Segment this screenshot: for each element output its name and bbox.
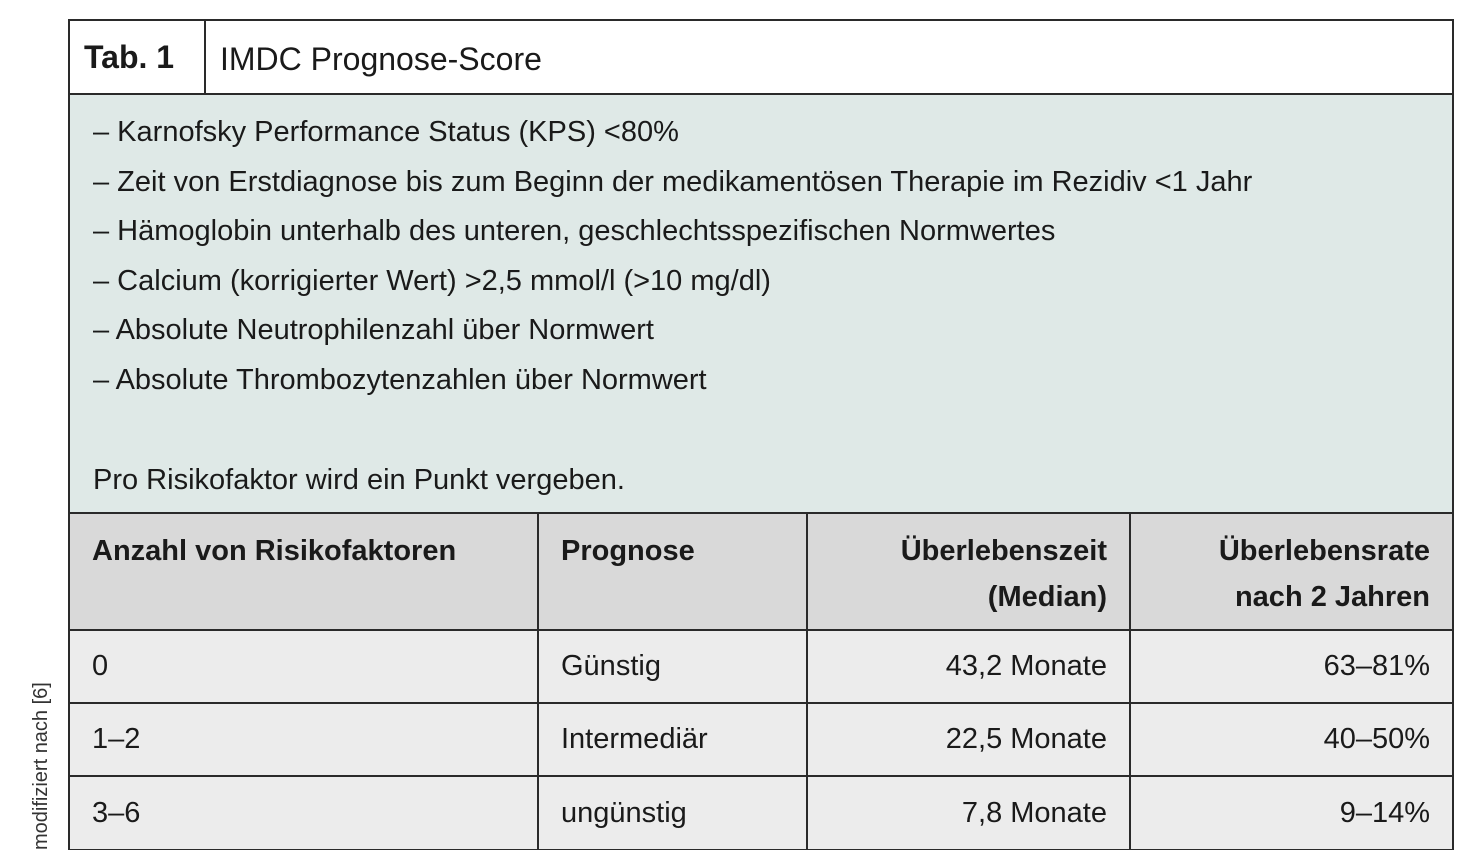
cell-survival-time: 7,8 Monate [807,776,1130,849]
header-survival-time-line1: Überlebenszeit [900,535,1107,567]
source-note: modifiziert nach [6] [30,682,52,850]
cell-prognosis: ungünstig [538,776,807,849]
header-risk-factors: Anzahl von Risikofaktoren [70,514,538,630]
header-survival-rate-line2: nach 2 Jahren [1234,581,1430,613]
criteria-item-time-to-therapy: – Zeit von Erstdiagnose bis zum Beginn der medikamentösen Therapie im Rezidiv <1 Jahr [93,165,1253,198]
table-row [70,703,1452,776]
cell-survival-rate: 40–50% [1130,703,1452,776]
table-title-row [70,21,1452,95]
criteria-item-hemoglobin: – Hämoglobin unterhalb des unteren, geschlechtsspezifischen Normwertes [93,215,1056,248]
criteria-item-neutrophils: – Absolute Neutrophilenzahl über Normwert [93,314,654,347]
table-label: Tab. 1 [70,21,206,93]
criteria-item-platelets: – Absolute Thrombozytenzahlen über Normwert [93,363,707,396]
cell-survival-time: 43,2 Monate [807,630,1130,703]
cell-survival-rate: 9–14% [1130,776,1452,849]
criteria-item-kps: – Karnofsky Performance Status (KPS) <80% [93,116,679,148]
header-survival-time [807,514,1130,630]
cell-prognosis: Intermediär [538,703,807,776]
header-survival-time-line2: (Median) [987,581,1107,613]
table-row [70,630,1452,703]
cell-risk-factors: 1–2 [70,703,538,776]
cell-risk-factors: 3–6 [70,776,538,849]
criteria-note: Pro Risikofaktor wird ein Punkt vergeben. [93,464,625,496]
risk-criteria-list [93,108,1252,406]
score-table [70,514,1452,849]
table-row [70,776,1452,849]
header-survival-rate [1130,514,1452,630]
header-prognosis: Prognose [538,514,807,630]
risk-criteria-panel [70,95,1452,514]
table-title: IMDC Prognose-Score [220,41,542,77]
cell-prognosis: Günstig [538,630,807,703]
cell-risk-factors: 0 [70,630,538,703]
cell-survival-rate: 63–81% [1130,630,1452,703]
imdc-table [68,19,1454,850]
header-survival-rate-line1: Überlebensrate [1218,535,1430,567]
cell-survival-time: 22,5 Monate [807,703,1130,776]
header-row [70,514,1452,630]
criteria-item-calcium: – Calcium (korrigierter Wert) >2,5 mmol/l (>10 mg/dl) [93,264,771,297]
